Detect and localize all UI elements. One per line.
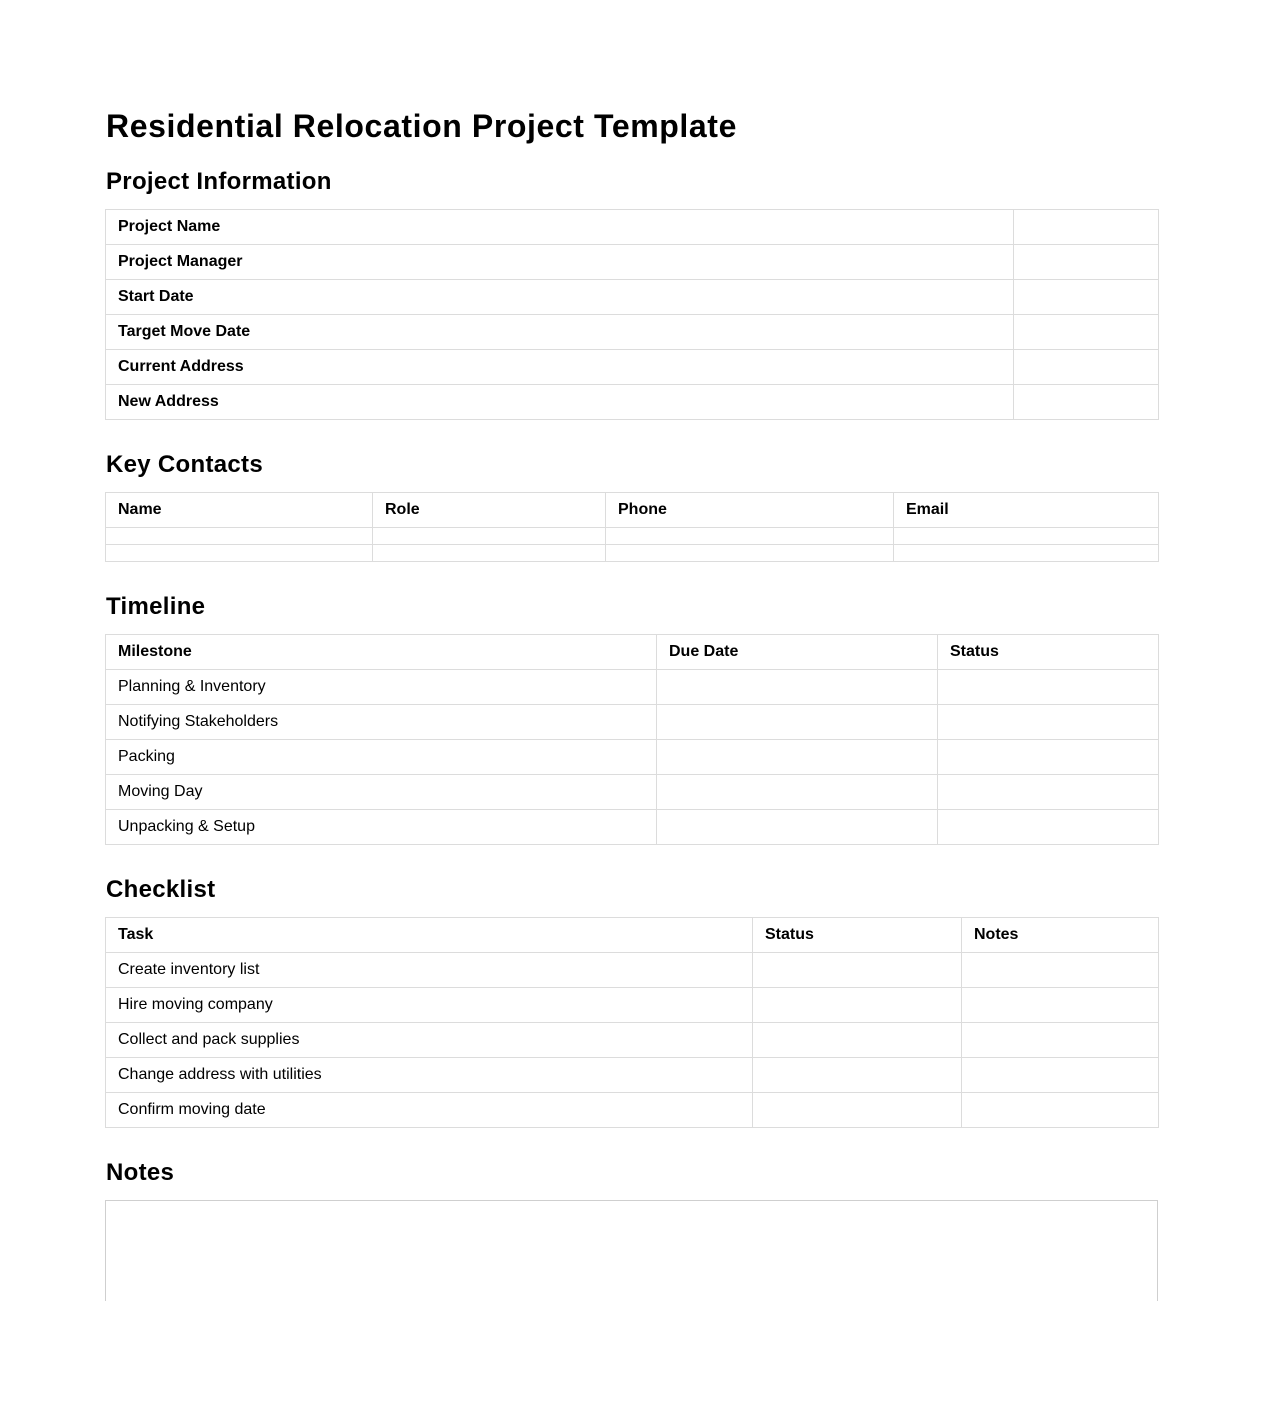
table-row: [106, 245, 1159, 280]
status-cell[interactable]: [753, 1023, 962, 1058]
table-row: [106, 1058, 1159, 1093]
field-label-project-manager: Project Manager: [106, 245, 1014, 280]
column-header-role: Role: [373, 493, 606, 528]
due-date-cell[interactable]: [657, 670, 938, 705]
milestone-cell: Planning & Inventory: [106, 670, 657, 705]
milestone-cell: Packing: [106, 740, 657, 775]
notes-cell[interactable]: [962, 1023, 1159, 1058]
table-row: [106, 670, 1159, 705]
field-value-project-manager[interactable]: [1014, 245, 1159, 280]
status-cell[interactable]: [753, 1058, 962, 1093]
due-date-cell[interactable]: [657, 705, 938, 740]
field-value-current-address[interactable]: [1014, 350, 1159, 385]
milestone-cell: Notifying Stakeholders: [106, 705, 657, 740]
table-row: [106, 280, 1159, 315]
table-row: [106, 315, 1159, 350]
contact-name-cell[interactable]: [106, 545, 373, 562]
notes-cell[interactable]: [962, 1058, 1159, 1093]
section-heading-notes: Notes: [106, 1159, 175, 1186]
field-label-start-date: Start Date: [106, 280, 1014, 315]
field-value-new-address[interactable]: [1014, 385, 1159, 420]
column-header-notes: Notes: [962, 918, 1159, 953]
section-heading-key-contacts: Key Contacts: [106, 451, 263, 478]
table-row: [106, 953, 1159, 988]
section-heading-timeline: Timeline: [106, 593, 206, 620]
contact-email-cell[interactable]: [894, 545, 1159, 562]
section-heading-project-information: Project Information: [106, 168, 332, 195]
status-cell[interactable]: [938, 775, 1159, 810]
page-title: Residential Relocation Project Template: [106, 108, 737, 144]
contact-phone-cell[interactable]: [606, 528, 894, 545]
table-row: [106, 988, 1159, 1023]
table-row: [106, 705, 1159, 740]
contact-role-cell[interactable]: [373, 528, 606, 545]
table-header-row: [106, 918, 1159, 953]
column-header-milestone: Milestone: [106, 635, 657, 670]
due-date-cell[interactable]: [657, 775, 938, 810]
column-header-name: Name: [106, 493, 373, 528]
column-header-status: Status: [753, 918, 962, 953]
notes-cell[interactable]: [962, 1093, 1159, 1128]
task-cell: Change address with utilities: [106, 1058, 753, 1093]
column-header-email: Email: [894, 493, 1159, 528]
notes-textarea[interactable]: [105, 1200, 1158, 1301]
field-value-start-date[interactable]: [1014, 280, 1159, 315]
table-row: [106, 810, 1159, 845]
due-date-cell[interactable]: [657, 810, 938, 845]
table-header-row: [106, 493, 1159, 528]
contact-role-cell[interactable]: [373, 545, 606, 562]
column-header-task: Task: [106, 918, 753, 953]
contact-name-cell[interactable]: [106, 528, 373, 545]
field-label-target-move-date: Target Move Date: [106, 315, 1014, 350]
task-cell: Collect and pack supplies: [106, 1023, 753, 1058]
status-cell[interactable]: [753, 1093, 962, 1128]
section-heading-checklist: Checklist: [106, 876, 216, 903]
column-header-status: Status: [938, 635, 1159, 670]
task-cell: Create inventory list: [106, 953, 753, 988]
field-value-target-move-date[interactable]: [1014, 315, 1159, 350]
table-row: [106, 740, 1159, 775]
status-cell[interactable]: [938, 670, 1159, 705]
contact-email-cell[interactable]: [894, 528, 1159, 545]
status-cell[interactable]: [938, 705, 1159, 740]
table-row: [106, 528, 1159, 545]
field-label-project-name: Project Name: [106, 210, 1014, 245]
table-row: [106, 545, 1159, 562]
project-information-table: [105, 209, 1159, 420]
table-row: [106, 385, 1159, 420]
due-date-cell[interactable]: [657, 740, 938, 775]
task-cell: Hire moving company: [106, 988, 753, 1023]
checklist-table: [105, 917, 1159, 1128]
table-row: [106, 350, 1159, 385]
table-row: [106, 1023, 1159, 1058]
field-label-new-address: New Address: [106, 385, 1014, 420]
notes-cell[interactable]: [962, 953, 1159, 988]
milestone-cell: Unpacking & Setup: [106, 810, 657, 845]
key-contacts-table: [105, 492, 1159, 562]
status-cell[interactable]: [938, 810, 1159, 845]
table-header-row: [106, 635, 1159, 670]
notes-cell[interactable]: [962, 988, 1159, 1023]
milestone-cell: Moving Day: [106, 775, 657, 810]
task-cell: Confirm moving date: [106, 1093, 753, 1128]
column-header-due-date: Due Date: [657, 635, 938, 670]
field-value-project-name[interactable]: [1014, 210, 1159, 245]
table-row: [106, 210, 1159, 245]
table-row: [106, 1093, 1159, 1128]
status-cell[interactable]: [938, 740, 1159, 775]
column-header-phone: Phone: [606, 493, 894, 528]
field-label-current-address: Current Address: [106, 350, 1014, 385]
table-row: [106, 775, 1159, 810]
status-cell[interactable]: [753, 988, 962, 1023]
contact-phone-cell[interactable]: [606, 545, 894, 562]
status-cell[interactable]: [753, 953, 962, 988]
timeline-table: [105, 634, 1159, 845]
